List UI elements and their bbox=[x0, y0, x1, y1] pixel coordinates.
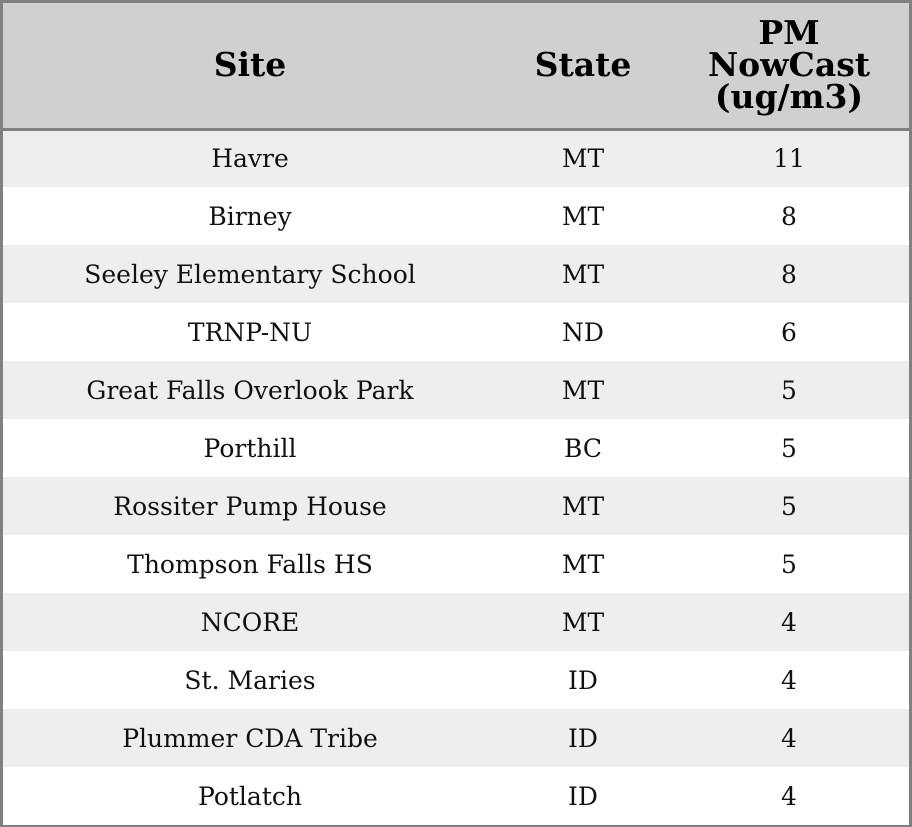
site-cell: Plummer CDA Tribe bbox=[122, 723, 378, 753]
site-cell: Potlatch bbox=[198, 781, 302, 811]
state-cell: ID bbox=[568, 723, 598, 753]
state-cell: MT bbox=[561, 491, 605, 521]
table-row bbox=[3, 593, 909, 651]
table-header bbox=[3, 3, 909, 129]
pm-value-cell: 8 bbox=[781, 201, 797, 231]
pm-value-cell: 5 bbox=[781, 549, 797, 579]
site-cell: Seeley Elementary School bbox=[84, 259, 416, 289]
table-row bbox=[3, 535, 909, 593]
pm-value-cell: 5 bbox=[781, 433, 797, 463]
table-row bbox=[3, 767, 909, 825]
pm-value-cell: 4 bbox=[781, 723, 797, 753]
table-row bbox=[3, 129, 909, 187]
site-cell: Havre bbox=[211, 144, 289, 174]
column-header-site: Site bbox=[3, 3, 497, 129]
state-cell: MT bbox=[561, 375, 605, 405]
table-row bbox=[3, 477, 909, 535]
state-cell: ID bbox=[568, 665, 598, 695]
column-header-state: State bbox=[497, 3, 669, 129]
table-body bbox=[3, 129, 909, 825]
table-row bbox=[3, 245, 909, 303]
site-cell: Rossiter Pump House bbox=[113, 491, 387, 521]
pm-value-cell: 4 bbox=[781, 665, 797, 695]
table-row bbox=[3, 187, 909, 245]
state-cell: BC bbox=[564, 433, 602, 463]
pm-nowcast-table bbox=[3, 3, 909, 825]
column-header-pm-nowcast: PM NowCast (ug/m3) bbox=[669, 3, 909, 129]
table-row bbox=[3, 651, 909, 709]
pm-value-cell: 5 bbox=[781, 375, 797, 405]
site-cell: St. Maries bbox=[184, 665, 316, 695]
site-cell: NCORE bbox=[200, 607, 300, 637]
pm-value-cell: 11 bbox=[773, 144, 805, 174]
pm-value-cell: 4 bbox=[781, 781, 797, 811]
site-cell: TRNP-NU bbox=[187, 317, 313, 347]
header-row bbox=[3, 3, 909, 129]
table-row bbox=[3, 709, 909, 767]
site-cell: Birney bbox=[208, 201, 292, 231]
table-row bbox=[3, 303, 909, 361]
state-cell: MT bbox=[561, 259, 605, 289]
site-cell: Thompson Falls HS bbox=[127, 549, 373, 579]
pm-value-cell: 6 bbox=[781, 317, 797, 347]
state-cell: MT bbox=[561, 144, 605, 174]
state-cell: MT bbox=[561, 201, 605, 231]
pm-value-cell: 8 bbox=[781, 259, 797, 289]
pm-value-cell: 5 bbox=[781, 491, 797, 521]
site-cell: Porthill bbox=[203, 433, 297, 463]
state-cell: ID bbox=[568, 781, 598, 811]
state-cell: MT bbox=[561, 549, 605, 579]
table-row bbox=[3, 361, 909, 419]
state-cell: ND bbox=[562, 317, 604, 347]
site-cell: Great Falls Overlook Park bbox=[86, 375, 414, 405]
table-row bbox=[3, 419, 909, 477]
state-cell: MT bbox=[561, 607, 605, 637]
pm-value-cell: 4 bbox=[781, 607, 797, 637]
